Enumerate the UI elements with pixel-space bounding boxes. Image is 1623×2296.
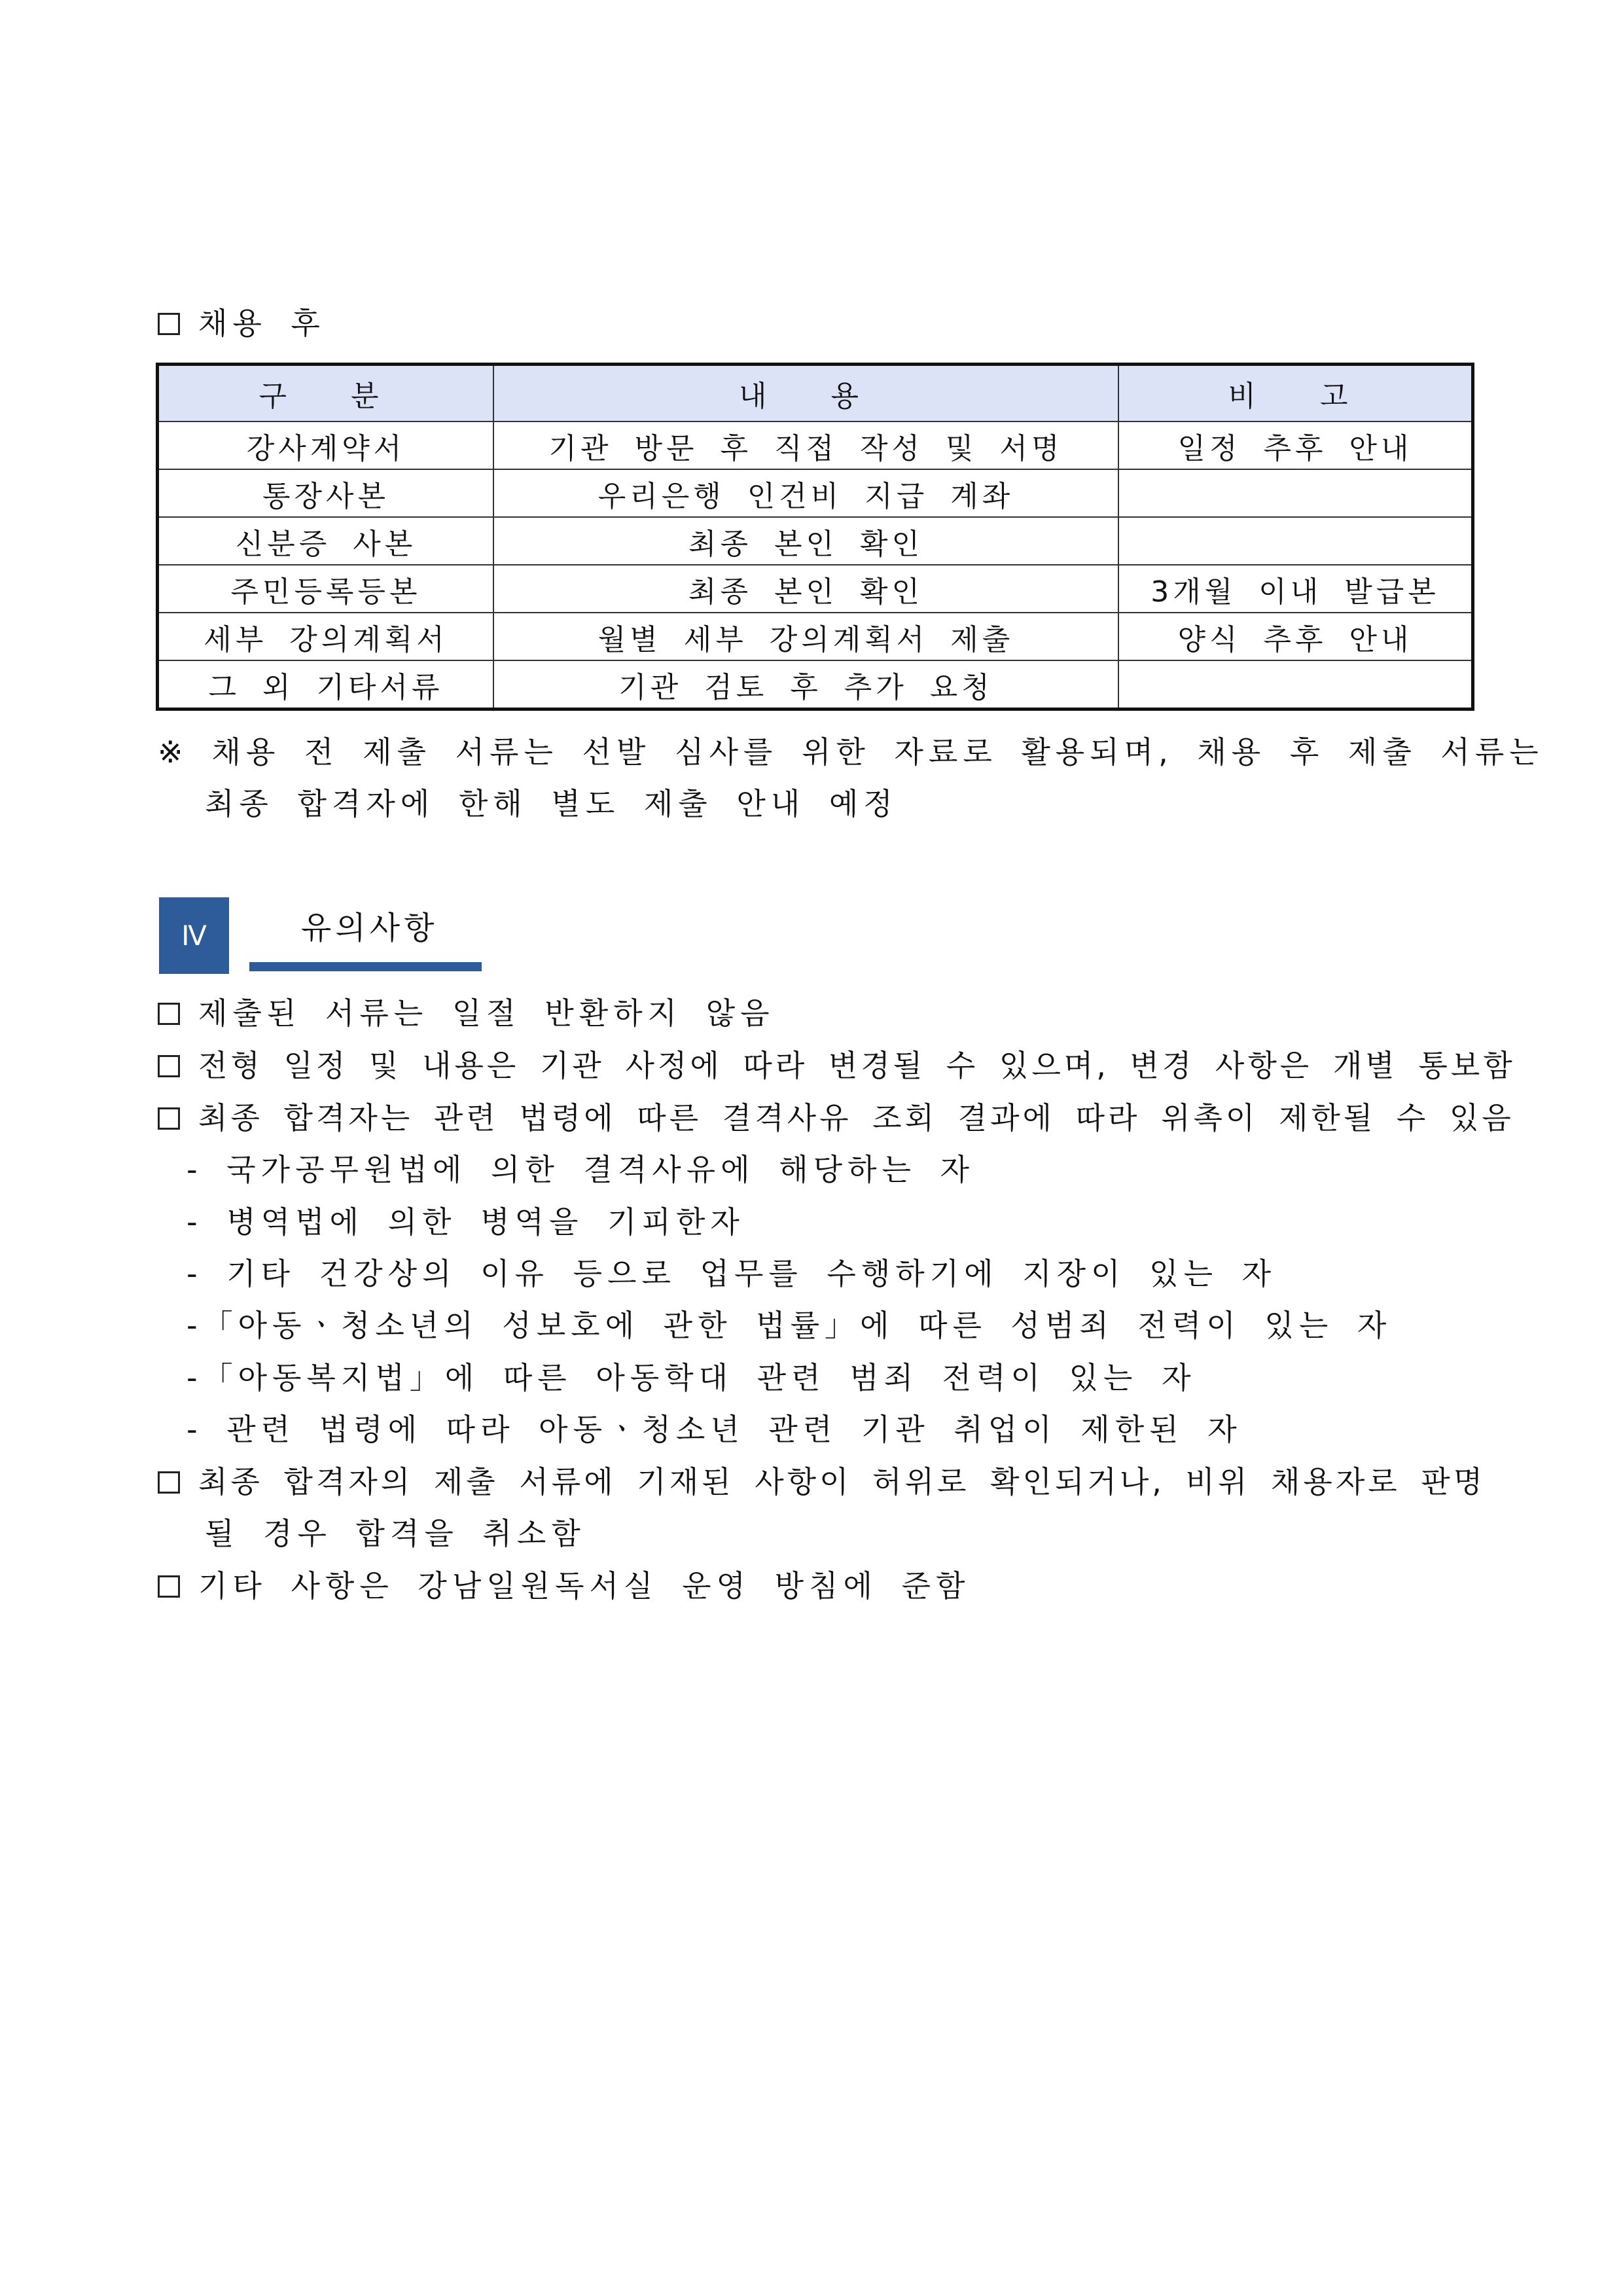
list-item-continuation: 될 경우 합격을 취소함 xyxy=(205,1516,586,1551)
table-cell: 양식 추후 안내 xyxy=(1118,613,1472,660)
table-cell: 최종 본인 확인 xyxy=(493,517,1118,565)
list-item xyxy=(158,1463,1486,1500)
checkbox-bullet-icon xyxy=(158,1575,180,1598)
table-cell: 3개월 이내 발급본 xyxy=(1118,565,1472,613)
heading-text: 채용 후 xyxy=(198,306,325,341)
note-text: 채용 전 제출 서류는 선발 심사를 위한 자료로 활용되며, 채용 후 제출 서류는 xyxy=(211,734,1544,770)
sub-item: - 병역법에 의한 병역을 기피한자 xyxy=(187,1204,745,1240)
table-cell: 통장사본 xyxy=(158,469,493,517)
section-underline xyxy=(249,962,482,971)
table-header-row xyxy=(158,365,1472,422)
list-item-text: 기타 사항은 강남일원독서실 운영 방침에 준함 xyxy=(198,1568,971,1604)
note-line-2: 최종 합격자에 한해 별도 제출 안내 예정 xyxy=(205,786,898,821)
table-row xyxy=(158,469,1472,517)
table-row xyxy=(158,565,1472,613)
table-cell: 기관 검토 후 추가 요청 xyxy=(493,660,1118,708)
column-header: 구 분 xyxy=(158,365,493,422)
table-cell xyxy=(1118,517,1472,565)
table-row xyxy=(158,517,1472,565)
list-item xyxy=(158,1047,1516,1084)
list-item-text: 최종 합격자는 관련 법령에 따른 결격사유 조회 결과에 따라 위촉이 제한될 수 있음 xyxy=(198,1100,1514,1136)
table-cell: 월별 세부 강의계획서 제출 xyxy=(493,613,1118,660)
list-item xyxy=(158,1568,970,1604)
list-item xyxy=(158,1100,1514,1136)
sub-item: - 기타 건강상의 이유 등으로 업무를 수행하기에 지장이 있는 자 xyxy=(187,1256,1277,1291)
table-cell: 주민등록등본 xyxy=(158,565,493,613)
sub-item: - 관련 법령에 따라 아동ㆍ청소년 관련 기관 취업이 제한된 자 xyxy=(187,1412,1242,1447)
table-cell: 최종 본인 확인 xyxy=(493,565,1118,613)
table-cell: 신분증 사본 xyxy=(158,517,493,565)
after-hire-heading xyxy=(158,305,325,342)
sub-item: -「아동ㆍ청소년의 성보호에 관한 법률」에 따른 성범죄 전력이 있는 자 xyxy=(187,1308,1392,1343)
section-number-badge: Ⅳ xyxy=(159,897,229,974)
sub-item: - 국가공무원법에 의한 결격사유에 해당하는 자 xyxy=(187,1152,974,1187)
list-item-text: 최종 합격자의 제출 서류에 기재된 사항이 허위로 확인되거나, 비위 채용자로 판명 xyxy=(198,1464,1486,1499)
table-cell: 우리은행 인건비 지급 계좌 xyxy=(493,469,1118,517)
column-header: 내 용 xyxy=(493,365,1118,422)
table-cell: 일정 추후 안내 xyxy=(1118,422,1472,469)
checkbox-bullet-icon xyxy=(158,313,180,335)
list-item-text: 제출된 서류는 일절 반환하지 않음 xyxy=(198,996,775,1031)
note-line-1 xyxy=(158,734,1544,770)
table-cell: 기관 방문 후 직접 작성 및 서명 xyxy=(493,422,1118,469)
list-item-text: 전형 일정 및 내용은 기관 사정에 따라 변경될 수 있으며, 변경 사항은 개별 통보함 xyxy=(198,1048,1516,1083)
table-row xyxy=(158,422,1472,469)
table-row xyxy=(158,660,1472,708)
checkbox-bullet-icon xyxy=(158,1471,180,1494)
table-cell: 강사계약서 xyxy=(158,422,493,469)
list-item xyxy=(158,995,775,1031)
documents-table xyxy=(158,365,1472,709)
table-cell xyxy=(1118,660,1472,708)
table-cell: 세부 강의계획서 xyxy=(158,613,493,660)
table-cell: 그 외 기타서류 xyxy=(158,660,493,708)
reference-mark: ※ xyxy=(158,734,188,770)
sub-item: -「아동복지법」에 따른 아동학대 관련 범죄 전력이 있는 자 xyxy=(187,1360,1196,1395)
section-title: 유의사항 xyxy=(301,910,438,946)
table-row xyxy=(158,613,1472,660)
checkbox-bullet-icon xyxy=(158,1107,180,1130)
checkbox-bullet-icon xyxy=(158,1003,180,1025)
checkbox-bullet-icon xyxy=(158,1055,180,1077)
table-cell xyxy=(1118,469,1472,517)
column-header: 비 고 xyxy=(1118,365,1472,422)
